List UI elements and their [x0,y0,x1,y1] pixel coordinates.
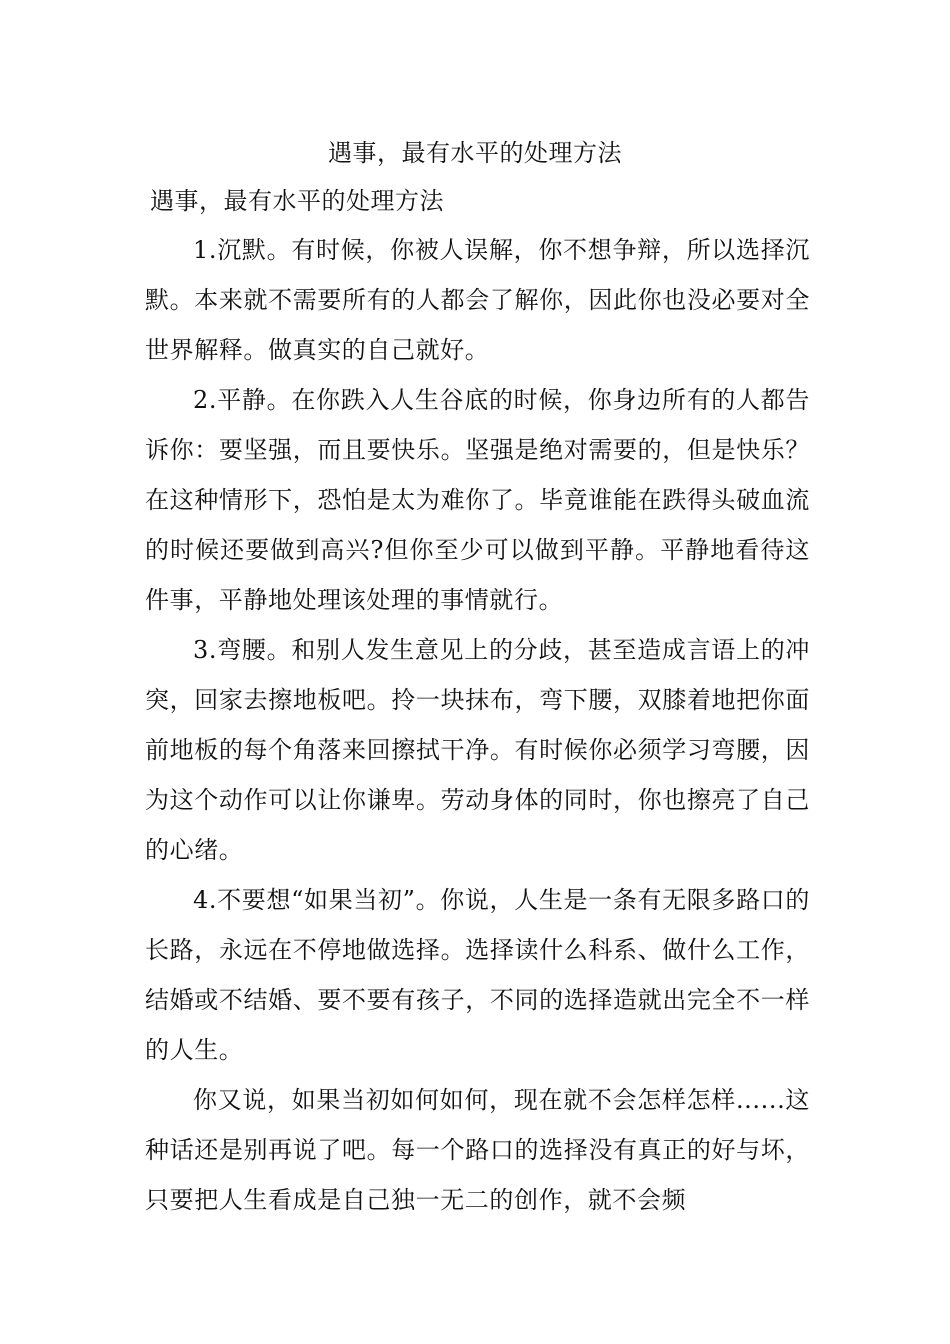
document-title: 遇事，最有水平的处理方法 [328,139,622,167]
paragraph-bend: 3.弯腰。和别人发生意见上的分歧，甚至造成言语上的冲突，回家去擦地板吧。拎一块抹布，弯下腰，双膝着地把你面前地板的每个角落来回擦拭干净。有时候你必须学习弯腰，因为这个动作可以让你谦卑。劳动身体的同时，你也擦亮了自己的心绪。 [145,636,810,864]
paragraph-continuation: 你又说，如果当初如何如何，现在就不会怎样怎样......这种话还是别再说了吧。每一个路口的选择没有真正的好与坏，只要把人生看成是自己独一无二的创作，就不会频 [145,1086,810,1214]
document-body [145,225,810,1225]
paragraph-silence: 1.沉默。有时候，你被人误解，你不想争辩，所以选择沉默。本来就不需要所有的人都会了解你，因此你也没必要对全世界解释。做真实的自己就好。 [145,236,810,364]
paragraph-no-regret: 4.不要想“如果当初”。你说，人生是一条有无限多路口的长路，永远在不停地做选择。选择读什么科系、做什么工作，结婚或不结婚、要不要有孩子，不同的选择造就出完全不一样的人生。 [145,886,810,1064]
paragraph-calm: 2.平静。在你跌入人生谷底的时候，你身边所有的人都告诉你：要坚强，而且要快乐。坚强是绝对需要的，但是快乐？在这种情形下，恐怕是太为难你了。毕竟谁能在跌得头破血流的时候还要做到高兴?但你至少可以做到平静。平静地看待这件事，平静地处理该处理的事情就行。 [145,386,810,614]
document-subtitle: 遇事，最有水平的处理方法 [150,187,444,215]
